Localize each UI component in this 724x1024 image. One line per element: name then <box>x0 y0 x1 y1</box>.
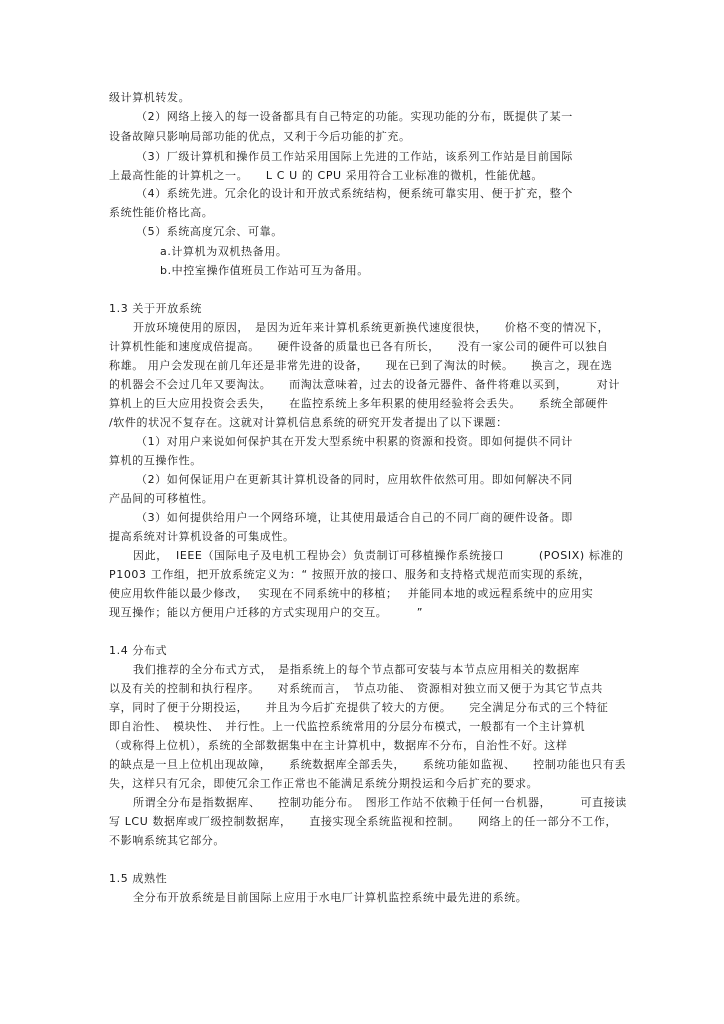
text-line: 所谓全分布是指数据库、 控制功能分布。 图形工作站不依赖于任何一台机器， 可直接读 <box>133 796 627 809</box>
text-line: 级计算机转发。 <box>109 91 191 104</box>
text-line: 以及有关的控制和执行程序。 对系统而言， 节点功能、 资源相对独立而又便于为其它节点共 <box>109 682 603 695</box>
text-line: （2）网络上接入的每一设备都具有自己特定的功能。实现功能的分布，既提供了某一 <box>136 110 573 123</box>
text-line: （1）对用户来说如何保护其在开发大型系统中积累的资源和投资。即如何提供不同计 <box>136 435 573 448</box>
text-line: 使应用软件能以最少修改， 实现在不同系统中的移植； 并能同本地的或远程系统中的应用实 <box>109 587 594 600</box>
text-line: b.中控室操作值班员工作站可互为备用。 <box>160 264 369 277</box>
text-line: （4）系统先进。冗余化的设计和开放式系统结构，便系统可靠实用、便于扩充，整个 <box>136 187 573 200</box>
text-line: （2）如何保证用户在更新其计算机设备的同时，应用软件依然可用。即如何解决不同 <box>136 473 573 486</box>
text-line: 的机器会不会过几年又要淘汰。 而淘汰意味着，过去的设备元器件、备件将难以买到， 对计 <box>109 378 620 391</box>
text-line: 失，这样只有冗余，即使冗余工作正常也不能满足系统分期投运和今后扩充的要求。 <box>109 777 539 790</box>
text-line: 设备故障只影响局部功能的优点，又利于今后功能的扩充。 <box>109 130 411 143</box>
text-line: （3）如何提供给用户一个网络环境，让其使用最适合自己的不同厂商的硬件设备。即 <box>136 511 573 524</box>
text-line: 我们推荐的全分布式方式， 是指系统上的每个节点都可安装与本节点应用相关的数据库 <box>133 663 580 676</box>
text-line: a.计算机为双机热备用。 <box>160 245 288 258</box>
text-line: 产品间的可移植性。 <box>109 492 214 505</box>
section-heading: 1.4 分布式 <box>109 644 168 657</box>
text-line: 全分布开放系统是目前国际上应用于水电厂计算机监控系统中最先进的系统。 <box>133 891 528 904</box>
text-line: 算机上的巨大应用投资会丢失， 在监控系统上多年积累的使用经验将会丢失。 系统全部硬件 <box>109 397 609 410</box>
text-line: 计算机性能和速度成倍提高。 硬件设备的质量也已各有所长， 没有一家公司的硬件可以独自 <box>109 340 609 353</box>
text-line: （3）厂级计算机和操作员工作站采用国际上先进的工作站，该系列工作站是目前国际 <box>136 150 573 163</box>
text-line: P1003 工作组，把开放系统定义为：“ 按照开放的接口、服务和支持格式规范而实现的系统， <box>109 568 591 581</box>
text-line: 上最高性能的计算机之一。 L C U 的 CPU 采用符合工业标准的微机，性能优越。 <box>109 169 544 182</box>
text-line: （5）系统高度冗余、可靠。 <box>136 225 283 238</box>
text-line: 不影响系统其它部分。 <box>109 834 225 847</box>
text-line: 因此， IEEE（国际电子及电机工程协会）负责制订可移植操作系统接口 (POSIX) 标准的 <box>133 549 624 562</box>
text-line: 算机的互操作性。 <box>109 454 202 467</box>
text-line: 写 LCU 数据库或厂级控制数据库， 直接实现全系统监视和控制。 网络上的任一部分不工作， <box>109 815 618 828</box>
text-line: 即自治性、 模块性、 并行性。上一代监控系统常用的分层分布模式，一般都有一个主计算机 <box>109 720 586 733</box>
section-heading: 1.5 成熟性 <box>109 872 168 885</box>
text-line: /软件的状况不复存在。这就对计算机信息系统的研究开发者提出了以下课题： <box>109 416 508 429</box>
text-line: 开放环境使用的原因， 是因为近年来计算机系统更新换代速度很快， 价格不变的情况下， <box>133 321 610 334</box>
text-line: 的缺点是一旦上位机出现故障， 系统数据库全部丢失， 系统功能如监视、 控制功能也只有丢 <box>109 758 627 771</box>
text-line: 称雄。 用户会发现在前几年还是非常先进的设备， 现在已到了淘汰的时候。 换言之，现在选 <box>109 359 613 372</box>
section-heading: 1.3 关于开放系统 <box>109 302 202 315</box>
text-line: （或称得上位机），系统的全部数据集中在主计算机中，数据库不分布，自治性不好。这样 <box>109 739 568 752</box>
text-line: 系统性能价格比高。 <box>109 206 214 219</box>
text-line: 提高系统对计算机设备的可集成性。 <box>109 530 295 543</box>
text-line: 享，同时了便于分期投运， 并且为今后扩充提供了较大的方便。 完全满足分布式的三个特征 <box>109 701 609 714</box>
text-line: 现互操作；能以方便用户迁移的方式实现用户的交互。 ” <box>109 606 423 619</box>
